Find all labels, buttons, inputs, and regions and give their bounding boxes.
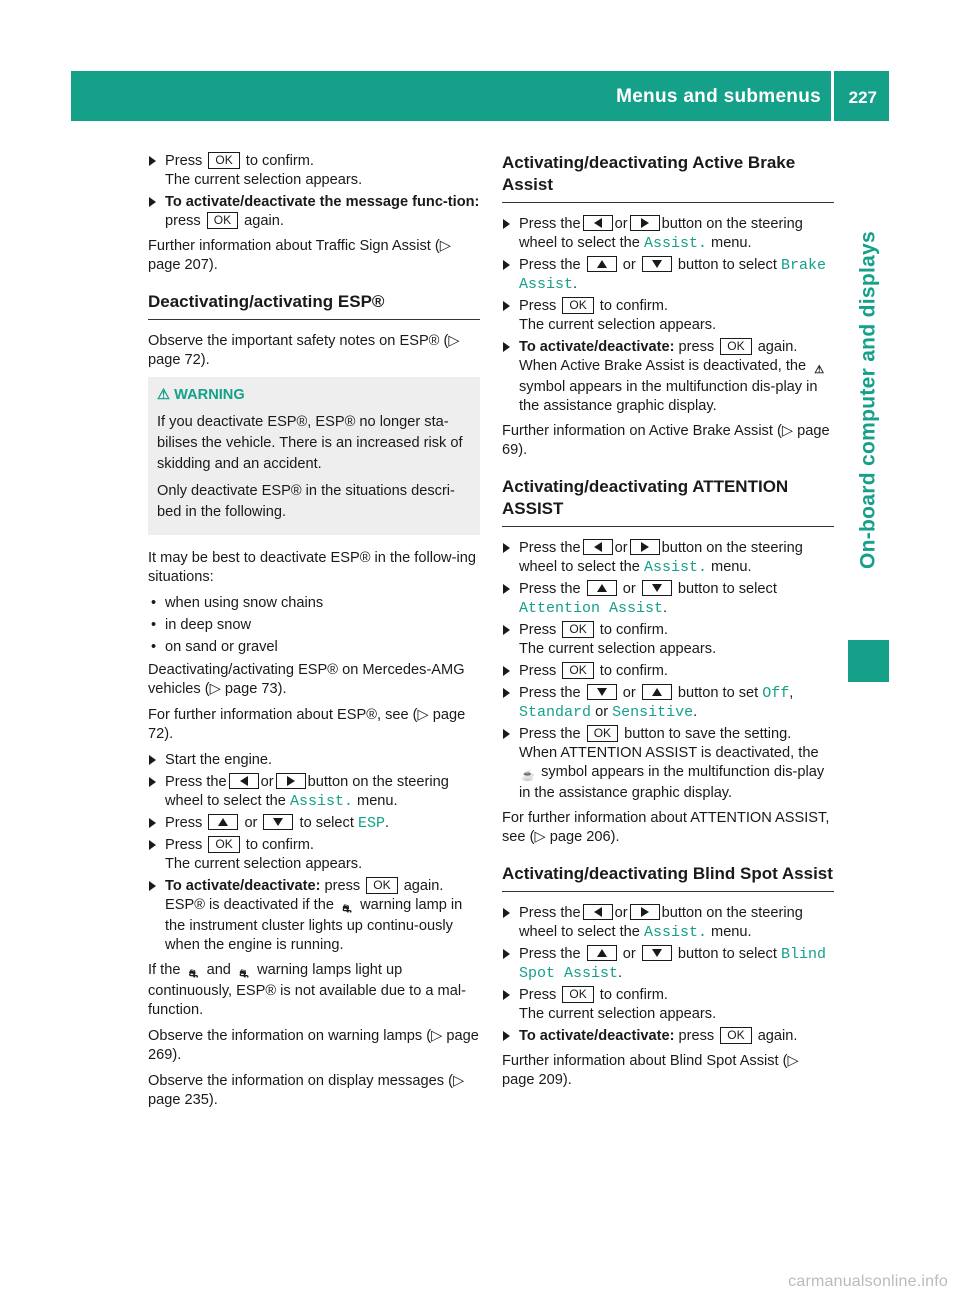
paragraph: Further information about Blind Spot Assist (▷ page 209).: [502, 1053, 799, 1088]
step: Press OK to confirm. The current selection appears.: [502, 621, 834, 659]
left-arrow-key-icon: [583, 539, 613, 555]
down-arrow-key-icon: [587, 684, 617, 700]
ok-key: OK: [366, 877, 397, 894]
attention-assist-off-icon: ☕: [521, 770, 535, 782]
page-number: 227: [848, 88, 877, 107]
section-heading-active-brake-assist: Activating/deactivating Active Brake Assist: [502, 152, 834, 203]
header-separator: [831, 71, 834, 121]
step: Start the engine.: [148, 751, 480, 770]
header-title: Menus and submenus: [616, 86, 821, 107]
step: Press OK to confirm.: [502, 662, 834, 681]
warning-text: If you deactivate ESP®, ESP® no longer sta-bilises the vehicle. There is an increased risk of skidding and an accident.: [157, 414, 463, 472]
down-arrow-key-icon: [642, 580, 672, 596]
down-arrow-key-icon: [642, 945, 672, 961]
warning-triangle-icon: ⚠: [157, 387, 171, 403]
left-arrow-key-icon: [583, 215, 613, 231]
esp-off-warning-icon: ⛐: [239, 968, 249, 980]
left-column: [148, 152, 480, 1117]
step: To activate/deactivate: press OK again. When Active Brake Assist is deactivated, the ⚠ symbol appears in the multifunction dis-play in the assistance graphic display.: [502, 338, 834, 416]
side-tab-marker: [848, 640, 889, 682]
side-tab-label: On-board computer and displays: [856, 230, 880, 570]
up-arrow-key-icon: [587, 256, 617, 272]
step: Press the or button to select Blind Spot Assist.: [502, 945, 834, 983]
ok-key: OK: [587, 725, 618, 742]
step: To activate/deactivate the message func-tion: press OK again.: [148, 193, 480, 231]
paragraph: For further information about ATTENTION ASSIST, see (▷ page 206).: [502, 810, 830, 845]
paragraph: If the ⛐ and ⛐ warning lamps light up continuously, ESP® is not available due to a mal-function.: [148, 962, 466, 1018]
step: Press the or button to select Attention Assist.: [502, 580, 834, 618]
step: To activate/deactivate: press OK again. ESP® is deactivated if the ⛐ warning lamp in the instrument cluster lights up continu-ously when the engine is running.: [148, 877, 480, 955]
paragraph: Observe the information on warning lamps (▷ page 269).: [148, 1028, 479, 1063]
left-arrow-key-icon: [229, 773, 259, 789]
ok-key: OK: [720, 1027, 751, 1044]
paragraph: Further information on Active Brake Assist (▷ page 69).: [502, 423, 830, 458]
active-brake-assist-off-icon: ⚠: [814, 364, 825, 376]
step: Press the or button to set Off, Standard or Sensitive.: [502, 684, 834, 722]
right-arrow-key-icon: [630, 215, 660, 231]
step: Press or to select ESP.: [148, 814, 480, 833]
paragraph: It may be best to deactivate ESP® in the follow-ing situations:: [148, 550, 476, 585]
up-arrow-key-icon: [587, 945, 617, 961]
paragraph: Further information about Traffic Sign Assist (▷ page 207).: [148, 238, 451, 273]
ok-key: OK: [562, 621, 593, 638]
step: Press the OK button to save the setting. When ATTENTION ASSIST is deactivated, the ☕ symbol appears in the multifunction dis-play in the assistance graphic display.: [502, 725, 834, 803]
warning-title: WARNING: [174, 387, 245, 403]
step: To activate/deactivate: press OK again.: [502, 1027, 834, 1046]
ok-key: OK: [208, 836, 239, 853]
ok-key: OK: [562, 986, 593, 1003]
down-arrow-key-icon: [263, 814, 293, 830]
section-heading-blind-spot-assist: Activating/deactivating Blind Spot Assist: [502, 863, 834, 892]
down-arrow-key-icon: [642, 256, 672, 272]
step: Press the or button on the steering wheel to select the Assist. menu.: [502, 539, 834, 577]
up-arrow-key-icon: [587, 580, 617, 596]
ok-key: OK: [720, 338, 751, 355]
esp-warning-icon: ⛐: [188, 968, 199, 980]
list-item: • in deep snow: [148, 616, 480, 635]
step: Press the or button to select Brake Assist.: [502, 256, 834, 294]
warning-text: Only deactivate ESP® in the situations descri-bed in the following.: [157, 483, 455, 520]
section-heading-esp: Deactivating/activating ESP®: [148, 291, 480, 320]
up-arrow-key-icon: [642, 684, 672, 700]
watermark: carmanualsonline.info: [788, 1273, 948, 1290]
ok-key: OK: [562, 297, 593, 314]
warning-box: [148, 377, 480, 535]
page-header: [71, 71, 889, 121]
paragraph: Deactivating/activating ESP® on Mercedes-AMG vehicles (▷ page 73).: [148, 662, 465, 697]
up-arrow-key-icon: [208, 814, 238, 830]
step: Press OK to confirm. The current selection appears.: [148, 836, 480, 874]
right-arrow-key-icon: [276, 773, 306, 789]
right-arrow-key-icon: [630, 539, 660, 555]
section-heading-attention-assist: Activating/deactivating ATTENTION ASSIST: [502, 476, 834, 527]
list-item: • on sand or gravel: [148, 638, 480, 657]
list-item: • when using snow chains: [148, 594, 480, 613]
step: Press the or button on the steering wheel to select the Assist. menu.: [502, 215, 834, 253]
step: Press OK to confirm. The current selection appears.: [502, 297, 834, 335]
step: Press the or button on the steering wheel to select the Assist. menu.: [148, 773, 480, 811]
ok-key: OK: [207, 212, 238, 229]
ok-key: OK: [562, 662, 593, 679]
step: Press OK to confirm. The current selection appears.: [148, 152, 480, 190]
paragraph: Observe the information on display messages (▷ page 235).: [148, 1073, 465, 1108]
right-arrow-key-icon: [630, 904, 660, 920]
left-arrow-key-icon: [583, 904, 613, 920]
ok-key: OK: [208, 152, 239, 169]
step: Press the or button on the steering wheel to select the Assist. menu.: [502, 904, 834, 942]
esp-off-warning-icon: ⛐: [342, 903, 352, 915]
paragraph: Observe the important safety notes on ESP® (▷ page 72).: [148, 333, 460, 368]
step: Press OK to confirm. The current selection appears.: [502, 986, 834, 1024]
paragraph: For further information about ESP®, see (▷ page 72).: [148, 707, 466, 742]
right-column: [502, 152, 834, 1097]
